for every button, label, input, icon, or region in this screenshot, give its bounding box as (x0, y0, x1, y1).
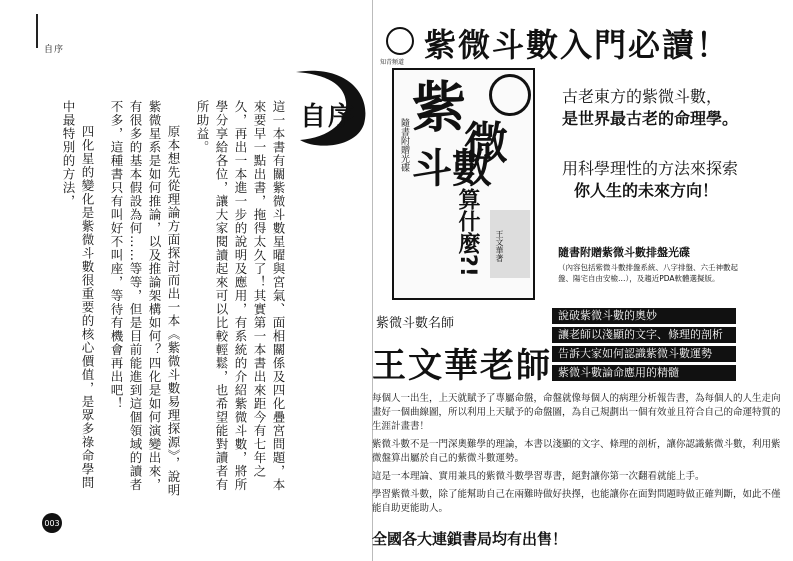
ad-paragraph: 這是一本理論、實用兼具的紫微斗數學習專書，絕對讓你第一次翻看就能上手。 (372, 471, 705, 482)
ad-paragraph: 紫微斗數不是一門深奧難學的理論，本書以淺顯的文字、條理的剖析，讓你認識紫微斗數，利用紫微盤算出屬於自己的紫微斗數運勢。 (372, 439, 781, 464)
running-header: 自序 (44, 45, 65, 55)
preface-paragraph: 這一本書有關紫微斗數星曜與宮氣、面相關係及四化疊宮問題，本來要早一點出書，拖得太久了！其實第一本書出來距今有七年之久，再出一本進一步的說明及應用，有系統的介紹紫微斗數，將所學分享給各位，讓大家閱讀起來可以比較輕鬆，也希望能對讀者有所助益。 (195, 100, 286, 492)
cd-disc-icon (489, 74, 531, 116)
highlight-bar: 讓老師以淺顯的文字、條理的剖析 (552, 327, 736, 343)
preface-heading: 自序 (300, 102, 357, 132)
author-name: 王文華老師 (372, 346, 552, 386)
preface-paragraph: 原本想先從理論方面探討而出一本《紫微斗數易理探源》，說明紫微星系是如何推論，以及推論架構如何？四化是如何演變出來，有很多的基本假設為何……等等，但是目前能進到這個領域的讀者不多，這種書只有叫好不叫座，等待有機會再出吧！ (109, 100, 181, 497)
slogan-line: 古老東方的紫微斗數， (562, 87, 723, 106)
cover-stamp: 隨書附贈光碟 (399, 118, 409, 172)
highlight-bar: 說破紫微斗數的奧妙 (552, 308, 736, 324)
cover-title-char: 紫 (412, 75, 466, 139)
slogan-line: 用科學理性的方法來探索 (562, 159, 739, 178)
preface-paragraph: 四化星的變化是紫微斗數很重要的核心價值，是眾多祿命學問中最特別的方法， (61, 100, 95, 490)
ad-paragraph: 每個人一出生，上天就賦予了專屬命盤，命盤就像每個人的病理分析報告書，為每個人的人生走向畫好一個曲線圖，所以利用上天賦予的命盤圖，為自己規劃出一個有效並且符合自己的命運特質的生涯計畫書！ (372, 393, 781, 432)
left-page (0, 0, 373, 561)
cd-info (558, 244, 746, 284)
cd-description: （內容包括紫微斗數排盤系統、八字排盤、六壬神數起盤、陽宅自由安檢…），及趨近PDA軟體選擬版。 (558, 263, 738, 283)
cd-title: 隨書附贈紫微斗數排盤光碟 (558, 246, 690, 259)
ad-paragraph: 學習紫微斗數，除了能幫助自己在兩難時做好抉擇，也能讓你在面對問題時做正確判斷，如此不僅能自助更能助人。 (372, 489, 781, 514)
header-rule (36, 14, 38, 48)
slogan-line: 你人生的未來方向！ (574, 181, 719, 200)
author-label: 紫微斗數名師 (376, 316, 455, 331)
preface-body (60, 100, 288, 500)
cover-subtitle: 算什麼?! (455, 188, 480, 277)
cover-title-char: 斗數 (412, 145, 492, 192)
book-cover (392, 68, 535, 300)
page-number: 003 (42, 513, 62, 533)
cover-author: 王文華著 (495, 230, 504, 262)
ad-title: 紫微斗數入門必讀！ (424, 26, 731, 64)
slogan-line: 是世界最古老的命理學。 (562, 109, 739, 128)
cover-title-char: 微 (464, 118, 508, 169)
ad-footer: 全國各大連鎖書局均有出售！ (372, 530, 568, 548)
highlight-bar: 紫微斗數論命應用的精髓 (552, 365, 736, 381)
highlight-bar: 告訴大家如何認識紫微斗數運勢 (552, 346, 736, 362)
right-page (372, 0, 793, 561)
publisher-name: 知青頻道 (380, 59, 405, 66)
publisher-logo-icon (386, 27, 414, 55)
